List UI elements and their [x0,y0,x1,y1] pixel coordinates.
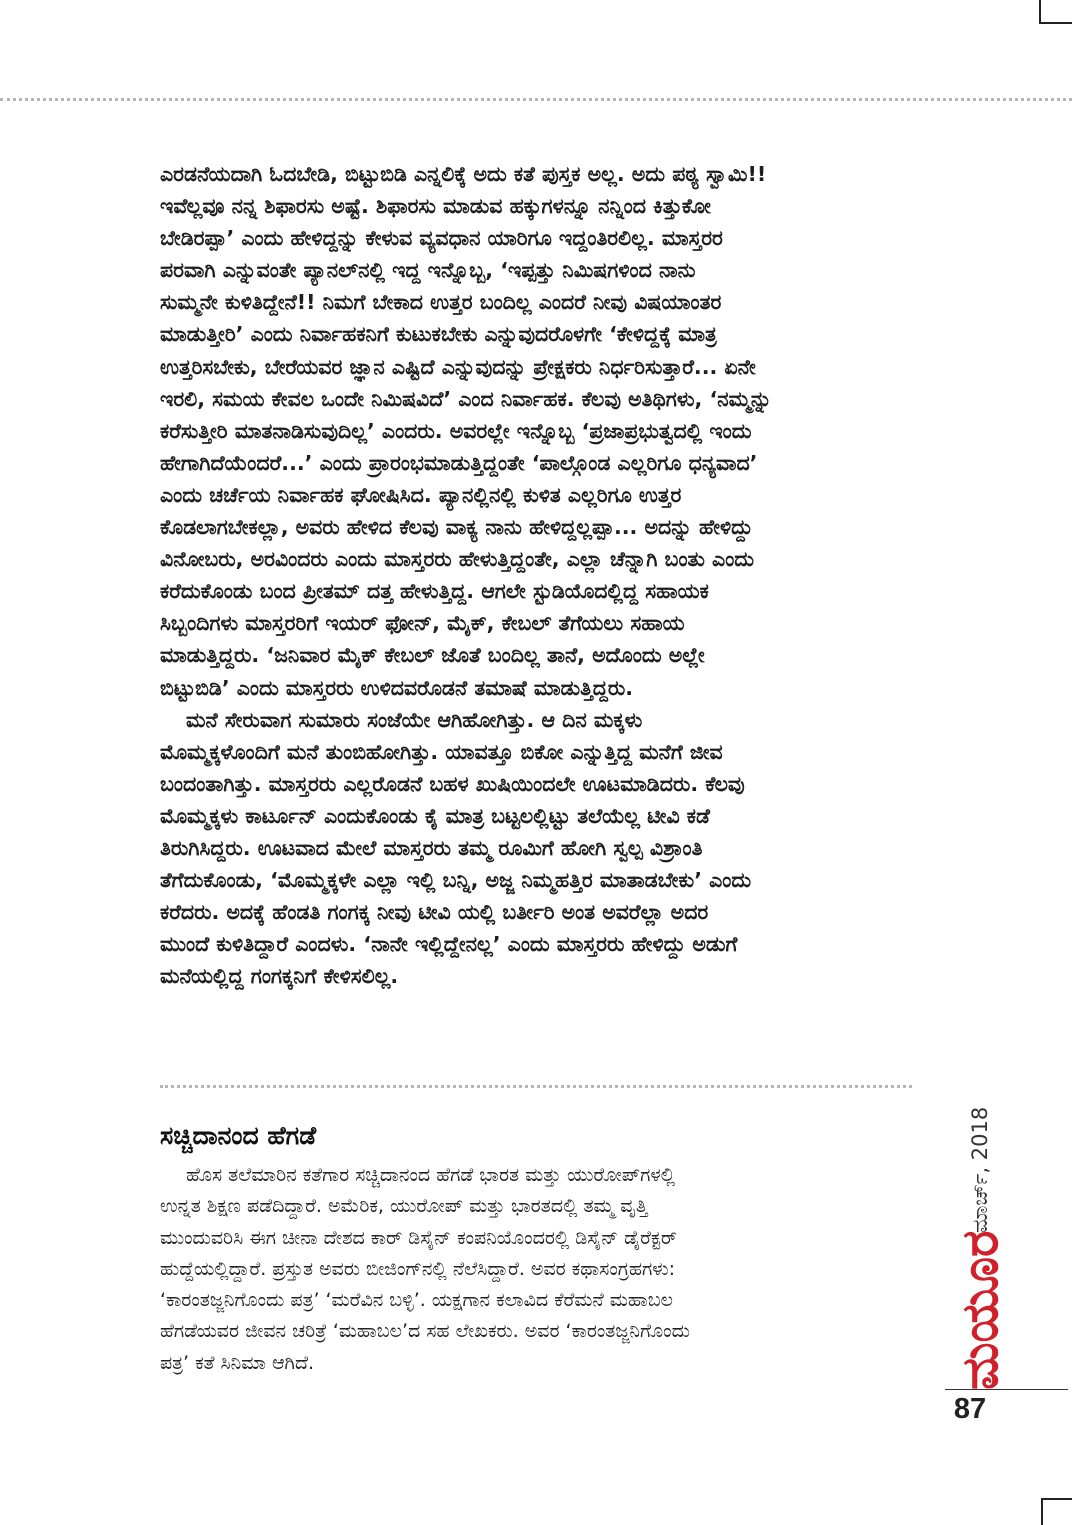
crop-mark-top-right-horizontal [1039,22,1072,24]
story-line: ಬಿಟ್ಟುಬಿಡಿ’ ಎಂದು ಮಾಸ್ತರರು ಉಳಿದವರೊಡನೆ ತಮಾಷೆ ಮಾಡುತ್ತಿದ್ದರು. [160,675,634,700]
story-line: ತೆಗೆದುಕೊಂಡು, ‘ಮೊಮ್ಮಕ್ಕಳೇ ಎಲ್ಲಾ ಇಲ್ಲಿ ಬನ್ನಿ, ಅಜ್ಜ ನಿಮ್ಮಹತ್ತಿರ ಮಾತಾಡಬೇಕು’ ಎಂದು [160,868,752,893]
top-dotted-rule [0,98,1072,101]
story-line: ಇರಲಿ, ಸಮಯ ಕೇವಲ ಒಂದೇ ನಿಮಿಷವಿದೆ’ ಎಂದ ನಿರ್ವಾಹಕ. ಕೆಲವು ಅತಿಥಿಗಳು, ‘ನಮ್ಮನ್ನು [160,386,772,411]
author-name-heading: ಸಚ್ಚಿದಾನಂದ ಹೆಗಡೆ [160,1121,317,1150]
bio-line: ಉನ್ನತ ಶಿಕ್ಷಣ ಪಡೆದಿದ್ದಾರೆ. ಅಮೆರಿಕ, ಯುರೋಪ್ ಮತ್ತು ಭಾರತದಲ್ಲಿ ತಮ್ಮ ವೃತ್ತಿ [160,1195,648,1218]
page-number: 87 [953,1393,987,1425]
story-line: ಬಂದಂತಾಗಿತ್ತು. ಮಾಸ್ತರರು ಎಲ್ಲರೊಡನೆ ಬಹಳ ಖುಷಿಯಿಂದಲೇ ಊಟಮಾಡಿದರು. ಕೆಲವು [160,771,745,796]
story-line: ಕರೆಸುತ್ತೀರಿ ಮಾತನಾಡಿಸುವುದಿಲ್ಲ’ ಎಂದರು. ಅವರಲ್ಲೇ ಇನ್ನೊಬ್ಬ ‘ಪ್ರಜಾಪ್ರಭುತ್ವದಲ್ಲಿ ಇಂದು [160,418,752,443]
page-number-rule [945,1389,1068,1390]
story-line: ಮೊಮ್ಮಕ್ಕಳೊಂದಿಗೆ ಮನೆ ತುಂಬಿಹೋಗಿತ್ತು. ಯಾವತ್ತೂ ಬಿಕೋ ಎನ್ನುತ್ತಿದ್ದ ಮನೆಗೆ ಜೀವ [160,739,723,764]
crop-mark-top-right-vertical [1039,0,1041,24]
story-line: ಮಾಡುತ್ತೀರಿ’ ಎಂದು ನಿರ್ವಾಹಕನಿಗೆ ಕುಟುಕಬೇಕು ಎನ್ನುವುದರೊಳಗೇ ‘ಕೇಳಿದ್ದಕ್ಕೆ ಮಾತ್ರ [160,322,717,347]
story-line: ಪರವಾಗಿ ಎನ್ನುವಂತೇ ಪ್ಯಾನಲ್‌ನಲ್ಲಿ ಇದ್ದ ಇನ್ನೊಬ್ಬ, ‘ಇಪ್ಪತ್ತು ನಿಮಿಷಗಳಿಂದ ನಾನು [160,258,696,283]
story-line: ಎರಡನೆಯದಾಗಿ ಓದಬೇಡಿ, ಬಿಟ್ಟುಬಿಡಿ ಎನ್ನಲಿಕ್ಕೆ ಅದು ಕತೆ ಪುಸ್ತಕ ಅಲ್ಲ. ಅದು ಪಠ್ಯ ಸ್ವಾಮಿ!! [160,162,767,186]
story-line: ಬೇಡಿರಪ್ಪಾ’ ಎಂದು ಹೇಳಿದ್ದನ್ನು ಕೇಳುವ ವ್ಯವಧಾನ ಯಾರಿಗೂ ಇದ್ದಂತಿರಲಿಲ್ಲ. ಮಾಸ್ತರರ [160,226,723,251]
story-text [160,158,912,992]
story-line: ಮುಂದೆ ಕುಳಿತಿದ್ದಾರೆ ಎಂದಳು. ‘ನಾನೇ ಇಲ್ಲಿದ್ದೇನಲ್ಲ’ ಎಂದು ಮಾಸ್ತರರು ಹೇಳಿದ್ದು ಅಡುಗೆ [160,932,738,957]
bio-line: ಪತ್ರ’ ಕತೆ ಸಿನಿಮಾ ಆಗಿದೆ. [160,1351,315,1374]
magazine-logo: ಮಯೂರ [951,1230,1009,1390]
bio-line: ಹೆಗಡೆಯವರ ಜೀವನ ಚರಿತ್ರೆ ‘ಮಹಾಬಲ’ದ ಸಹ ಲೇಖಕರು. ಅವರ ‘ಕಾರಂತಜ್ಜನಿಗೊಂದು [160,1320,690,1343]
story-line: ಸುಮ್ಮನೇ ಕುಳಿತಿದ್ದೇನೆ!! ನಿಮಗೆ ಬೇಕಾದ ಉತ್ತರ ಬಂದಿಲ್ಲ ಎಂದರೆ ನೀವು ವಿಷಯಾಂತರ [160,290,722,315]
story-line: ಎಂದು ಚರ್ಚೆಯ ನಿರ್ವಾಹಕ ಘೋಷಿಸಿದ. ಪ್ಯಾನಲ್ಲಿನಲ್ಲಿ ಕುಳಿತ ಎಲ್ಲರಿಗೂ ಉತ್ತರ [160,482,682,507]
author-bio [160,1160,912,1379]
bio-line: ಹುದ್ದೆಯಲ್ಲಿದ್ದಾರೆ. ಪ್ರಸ್ತುತ ಅವರು ಬೀಜಿಂಗ್‌ನಲ್ಲಿ ನೆಲೆಸಿದ್ದಾರೆ. ಅವರ ಕಥಾಸಂಗ್ರಹಗಳು: [160,1257,676,1280]
story-line: ಮಾಡುತ್ತಿದ್ದರು. ‘ಜನಿವಾರ ಮೈಕ್ ಕೇಬಲ್ ಜೊತೆ ಬಂದಿಲ್ಲ ತಾನೆ, ಅದೊಂದು ಅಲ್ಲೇ [160,643,705,668]
story-line: ಇವೆಲ್ಲವೂ ನನ್ನ ಶಿಫಾರಸು ಅಷ್ಟೆ. ಶಿಫಾರಸು ಮಾಡುವ ಹಕ್ಕುಗಳನ್ನೂ ನನ್ನಿಂದ ಕಿತ್ತುಕೋ [160,194,711,219]
story-line: ವಿನೋಬರು, ಅರವಿಂದರು ಎಂದು ಮಾಸ್ತರರು ಹೇಳುತ್ತಿದ್ದಂತೇ, ಎಲ್ಲಾ ಚೆನ್ನಾಗಿ ಬಂತು ಎಂದು [160,547,755,572]
bio-line: ‘ಕಾರಂತಜ್ಜನಿಗೊಂದು ಪತ್ರ’ ‘ಮರೆವಿನ ಬಳ್ಳಿ’. ಯಕ್ಷಗಾನ ಕಲಾವಿದ ಕೆರೆಮನೆ ಮಹಾಬಲ [160,1289,673,1312]
story-line: ಉತ್ತರಿಸಬೇಕು, ಬೇರೆಯವರ ಜ್ಞಾನ ಎಷ್ಟಿದೆ ಎನ್ನುವುದನ್ನು ಪ್ರೇಕ್ಷಕರು ನಿರ್ಧರಿಸುತ್ತಾರೆ... ಏನೇ [160,354,756,379]
story-line: ಸಿಬ್ಬಂದಿಗಳು ಮಾಸ್ತರರಿಗೆ ಇಯರ್ ಫೋನ್, ಮೈಕ್, ಕೇಬಲ್ ತೆಗೆಯಲು ಸಹಾಯ [160,611,685,636]
story-line: ಕರೆದುಕೊಂಡು ಬಂದ ಪ್ರೀತಮ್ ದತ್ತ ಹೇಳುತ್ತಿದ್ದ. ಆಗಲೇ ಸ್ಟುಡಿಯೊದಲ್ಲಿದ್ದ ಸಹಾಯಕ [160,579,709,604]
bio-line: ಮುಂದುವರಿಸಿ ಈಗ ಚೀನಾ ದೇಶದ ಕಾರ್ ಡಿಸೈನ್ ಕಂಪನಿಯೊಂದರಲ್ಲಿ ಡಿಸೈನ್ ಡೈರೆಕ್ಟರ್ [160,1226,678,1249]
bio-line: ಹೊಸ ತಲೆಮಾರಿನ ಕತೆಗಾರ ಸಚ್ಚಿದಾನಂದ ಹೆಗಡೆ ಭಾರತ ಮತ್ತು ಯುರೋಪ್‌ಗಳಲ್ಲಿ [186,1164,676,1186]
section-dotted-rule [160,1085,912,1088]
story-line: ಮನೆಯಲ್ಲಿದ್ದ ಗಂಗಕ್ಕನಿಗೆ ಕೇಳಿಸಲಿಲ್ಲ. [160,964,399,989]
story-line: ಕರೆದರು. ಅದಕ್ಕೆ ಹೆಂಡತಿ ಗಂಗಕ್ಕ ನೀವು ಟೀವಿ ಯಲ್ಲಿ ಬರ್ತೀರಿ ಅಂತ ಅವರೆಲ್ಲಾ ಅದರ [160,900,709,925]
story-line: ಕೊಡಲಾಗಬೇಕಲ್ಲಾ, ಅವರು ಹೇಳಿದ ಕೆಲವು ವಾಕ್ಯ ನಾನು ಹೇಳಿದ್ದಲ್ಲಪ್ಪಾ... ಅದನ್ನು ಹೇಳಿದ್ದು [160,515,753,540]
issue-date: ಮಾರ್ಚ್, 2018 [968,1106,992,1234]
story-line: ಮೊಮ್ಮಕ್ಕಳು ಕಾರ್ಟೂನ್ ಎಂದುಕೊಂಡು ಕೈ ಮಾತ್ರ ಬಟ್ಟಲಲ್ಲಿಟ್ಟು ತಲೆಯೆಲ್ಲ ಟೀವಿ ಕಡೆ [160,803,710,828]
story-line: ಮನೆ ಸೇರುವಾಗ ಸುಮಾರು ಸಂಜೆಯೇ ಆಗಿಹೋಗಿತ್ತು. ಆ ದಿನ ಮಕ್ಕಳು [186,707,643,732]
story-line: ಹೇಗಾಗಿದೆಯೆಂದರೆ...’ ಎಂದು ಪ್ರಾರಂಭಮಾಡುತ್ತಿದ್ದಂತೇ ‘ಪಾಲ್ಗೊಂಡ ಎಲ್ಲರಿಗೂ ಧನ್ಯವಾದ’ [160,450,758,475]
crop-mark-bottom-right-horizontal [1041,1498,1072,1500]
crop-mark-bottom-right-vertical [1041,1498,1043,1525]
story-line: ತಿರುಗಿಸಿದ್ದರು. ಊಟವಾದ ಮೇಲೆ ಮಾಸ್ತರರು ತಮ್ಮ ರೂಮಿಗೆ ಹೋಗಿ ಸ್ವಲ್ಪ ವಿಶ್ರಾಂತಿ [160,835,703,860]
